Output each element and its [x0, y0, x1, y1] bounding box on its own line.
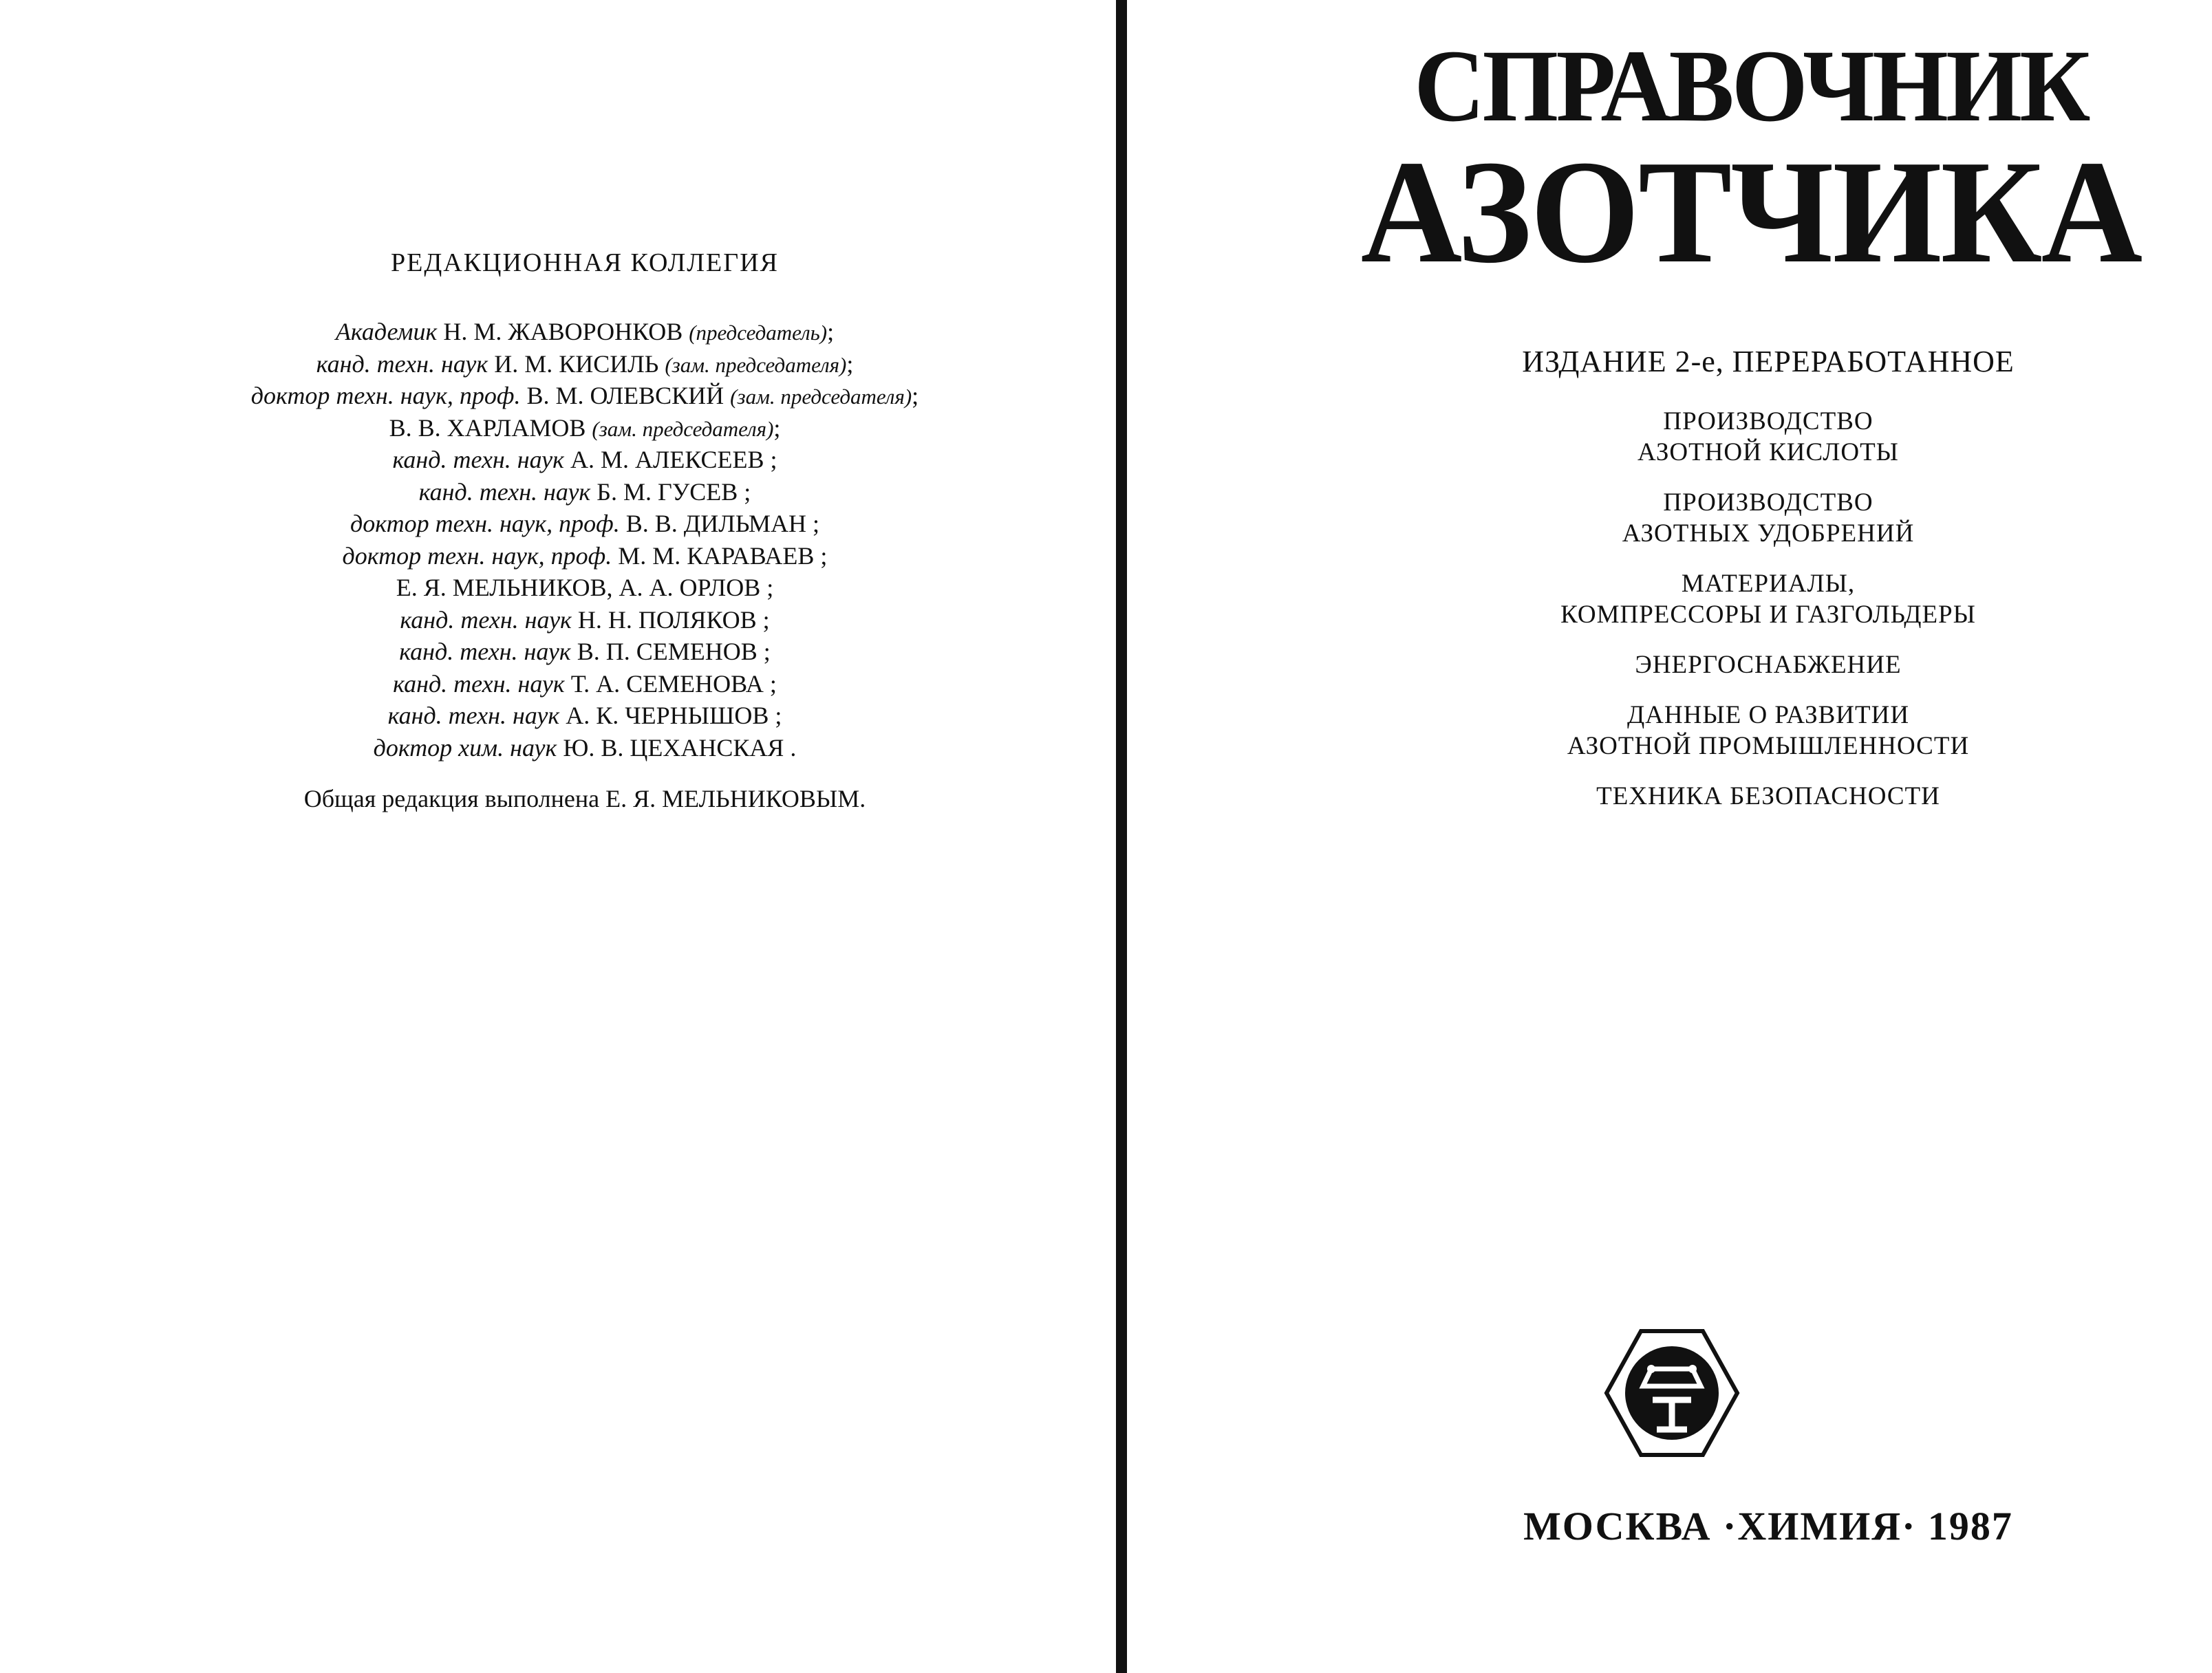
edition-note: ИЗДАНИЕ 2-е, ПЕРЕРАБОТАННОЕ: [1522, 345, 2015, 378]
right-page: [1128, 0, 2212, 1673]
board-member-role: доктор техн. наук, проф.: [350, 510, 620, 537]
board-member-name: Н. М. ЖАВОРОНКОВ: [443, 318, 683, 345]
board-member-end: ;: [912, 382, 919, 409]
board-member-end: ;: [766, 574, 774, 601]
board-member-name: В. П. СЕМЕНОВ: [577, 638, 758, 665]
book-title: [1258, 29, 2212, 294]
board-member-note: (зам. председателя): [592, 416, 774, 441]
topic-line: ПРОИЗВОДСТВО: [1663, 488, 1873, 517]
board-member: [0, 541, 1170, 573]
board-member-role: канд. техн. наук: [393, 669, 565, 698]
board-member-role: канд. техн. наук: [399, 638, 571, 665]
board-member-end: ;: [770, 446, 777, 473]
topic-line: АЗОТНОЙ КИСЛОТЫ: [1637, 438, 1899, 466]
board-member-end: ;: [812, 510, 819, 537]
board-member-note: (зам. председателя): [730, 385, 912, 409]
topic-item: [1252, 700, 2212, 762]
board-member: [0, 349, 1170, 381]
board-member: [0, 413, 1170, 445]
board-member: [0, 733, 1170, 765]
board-member: [0, 700, 1170, 733]
board-member-role: доктор техн. наук, проф.: [250, 382, 521, 409]
board-member: [0, 316, 1170, 349]
board-member: [0, 572, 1170, 605]
board-member-end: ;: [763, 638, 771, 665]
board-member: [0, 605, 1170, 637]
board-member-name: В. В. ДИЛЬМАН: [625, 510, 806, 537]
board-member-name: А. М. АЛЕКСЕЕВ: [570, 446, 764, 473]
topic-line: МАТЕРИАЛЫ,: [1681, 570, 1856, 598]
topic-item: [1252, 406, 2212, 468]
topic-line: КОМПРЕССОРЫ И ГАЗГОЛЬДЕРЫ: [1560, 601, 1976, 629]
board-member-end: ;: [773, 413, 781, 442]
board-member-role: канд. техн. наук: [387, 702, 560, 729]
book-spine: [1116, 0, 1127, 1673]
board-member-role: канд. техн. наук: [418, 477, 591, 506]
board-member-note: (зам. председателя): [665, 352, 847, 377]
board-member-role: доктор техн. наук, проф.: [342, 541, 612, 570]
editorial-board-list: [0, 316, 1170, 764]
topic-line: ПРОИЗВОДСТВО: [1663, 407, 1873, 435]
board-member-end: ;: [820, 541, 828, 570]
board-member: [0, 444, 1170, 477]
board-member: [0, 669, 1170, 701]
board-member: [0, 477, 1170, 509]
board-member-end: ;: [846, 349, 854, 378]
board-member: [0, 636, 1170, 669]
board-member-note: (председатель): [689, 321, 828, 345]
publisher-logo-icon: [1603, 1328, 1741, 1458]
topic-item: [1252, 649, 2212, 680]
topic-line: ДАННЫЕ О РАЗВИТИИ: [1626, 701, 1910, 729]
topic-line: ЭНЕРГОСНАБЖЕНИЕ: [1635, 651, 1902, 679]
board-member-role: доктор хим. наук: [373, 733, 557, 762]
board-member-name: А. К. ЧЕРНЫШОВ: [566, 702, 769, 729]
board-member-name: М. М. КАРАВАЕВ: [618, 541, 815, 570]
board-member-end: ;: [775, 702, 782, 729]
board-member: [0, 508, 1170, 541]
board-member: [0, 380, 1170, 413]
board-member-name: Т. А. СЕМЕНОВА: [570, 669, 764, 698]
topic-line: АЗОТНЫХ УДОБРЕНИЙ: [1622, 519, 1915, 548]
imprint: МОСКВА ·ХИМИЯ· 1987: [1523, 1504, 2013, 1548]
topic-line: ТЕХНИКА БЕЗОПАСНОСТИ: [1596, 782, 1940, 810]
topic-line: АЗОТНОЙ ПРОМЫШЛЕННОСТИ: [1567, 732, 1970, 760]
general-edit-note: Общая редакция выполнена Е. Я. МЕЛЬНИКОВЫМ.: [303, 785, 866, 812]
board-member-name: В. М. ОЛЕВСКИЙ: [526, 382, 724, 409]
board-member-end: ;: [762, 605, 770, 634]
board-member-end: ;: [827, 318, 835, 345]
topics-list: [1252, 406, 2212, 831]
board-member-role: Академик: [335, 318, 438, 345]
topic-item: [1252, 487, 2212, 549]
book-title-line-1: СПРАВОЧНИК: [1414, 29, 2088, 143]
board-member-name: Е. Я. МЕЛЬНИКОВ, А. А. ОРЛОВ: [396, 574, 761, 601]
topic-item: [1252, 781, 2212, 812]
editorial-board-title: РЕДАКЦИОННАЯ КОЛЛЕГИЯ: [390, 248, 780, 277]
topic-item: [1252, 568, 2212, 630]
board-member-role: канд. техн. наук: [400, 605, 572, 634]
board-member-name: В. В. ХАРЛАМОВ: [389, 413, 586, 442]
board-member-role: канд. техн. наук: [392, 446, 564, 473]
board-member-name: Ю. В. ЦЕХАНСКАЯ: [563, 733, 784, 762]
book-title-line-2: АЗОТЧИКА: [1360, 129, 2142, 294]
board-member-name: И. М. КИСИЛЬ: [494, 349, 659, 378]
board-member-name: Н. Н. ПОЛЯКОВ: [577, 605, 757, 634]
board-member-role: канд. техн. наук: [316, 349, 488, 378]
board-member-end: .: [790, 733, 797, 762]
board-member-name: Б. М. ГУСЕВ: [597, 477, 738, 506]
board-member-end: ;: [744, 477, 751, 506]
board-member-end: ;: [769, 669, 777, 698]
